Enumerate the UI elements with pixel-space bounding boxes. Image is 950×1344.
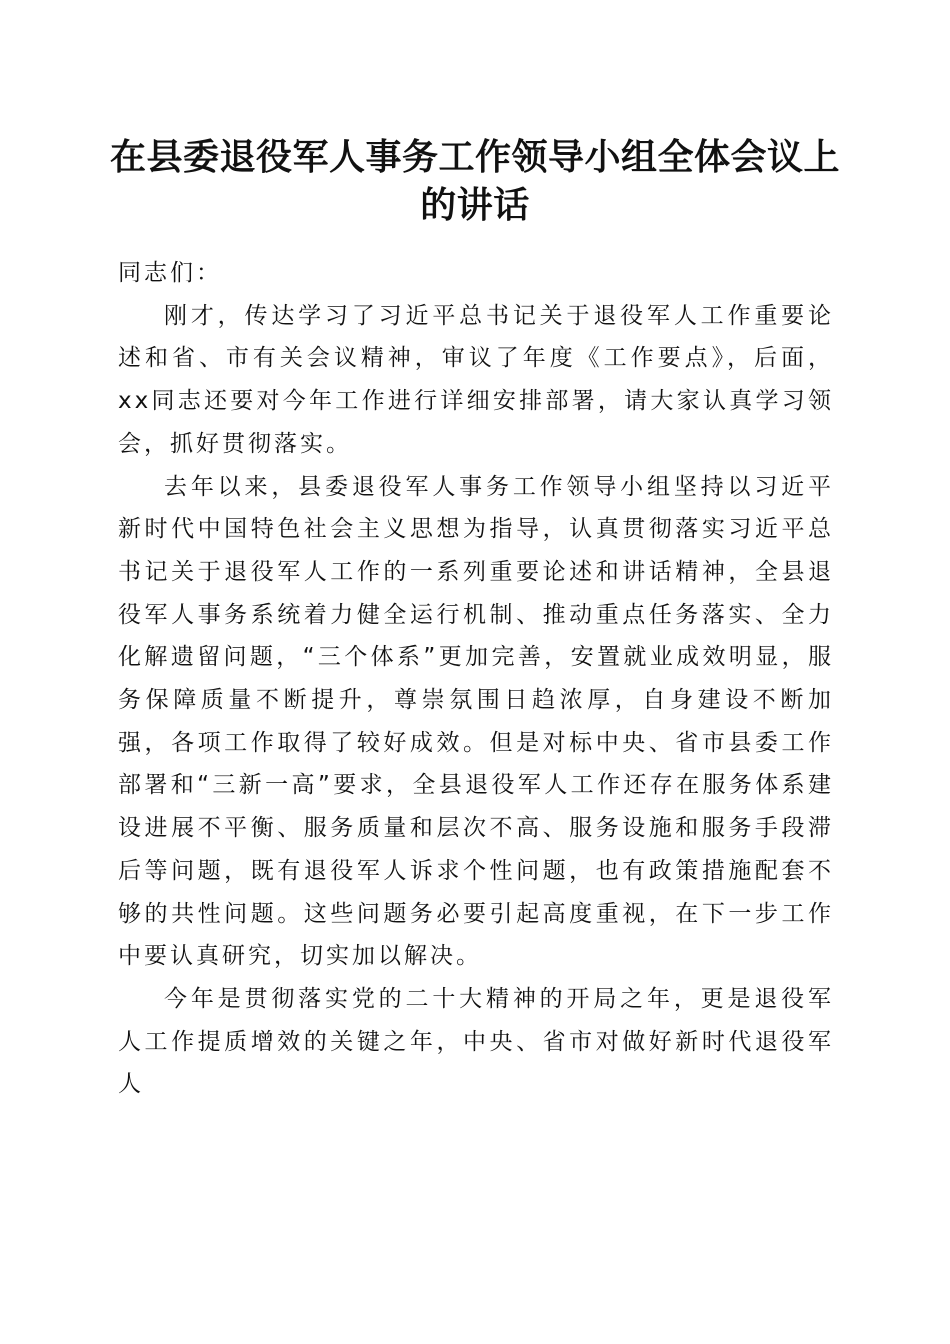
document-body [118, 252, 834, 1106]
paragraph-review: 去年以来，县委退役军人事务工作领导小组坚持以习近平新时代中国特色社会主义思想为指导，认真贯彻落实习近平总书记关于退役军人工作的一系列重要论述和讲话精神，全县退役军人事务系统着力健全运行机制、推动重点任务落实、全力化解遗留问题，“三个体系”更加完善，安置就业成效明显，服务保障质量不断提升，尊崇氛围日趋浓厚，自身建设不断加强，各项工作取得了较好成效。但是对标中央、省市县委工作部署和“三新一高”要求，全县退役军人工作还存在服务体系建设进展不平衡、服务质量和层次不高、服务设施和服务手段滞后等问题，既有退役军人诉求个性问题，也有政策措施配套不够的共性问题。这些问题务必要引起高度重视，在下一步工作中要认真研究，切实加以解决。 [118, 473, 834, 970]
paragraph-current-year: 今年是贯彻落实党的二十大精神的开局之年，更是退役军人工作提质增效的关键之年，中央、省市对做好新时代退役军人 [118, 985, 834, 1098]
paragraph-opening: 刚才，传达学习了习近平总书记关于退役军人工作重要论述和省、市有关会议精神，审议了年度《工作要点》，后面，xx同志还要对今年工作进行详细安排部署，请大家认真学习领会，抓好贯彻落实。 [118, 302, 834, 457]
salutation: 同志们： [118, 260, 222, 286]
document-title: 在县委退役军人事务工作领导小组全体会议上的讲话 [109, 136, 840, 226]
